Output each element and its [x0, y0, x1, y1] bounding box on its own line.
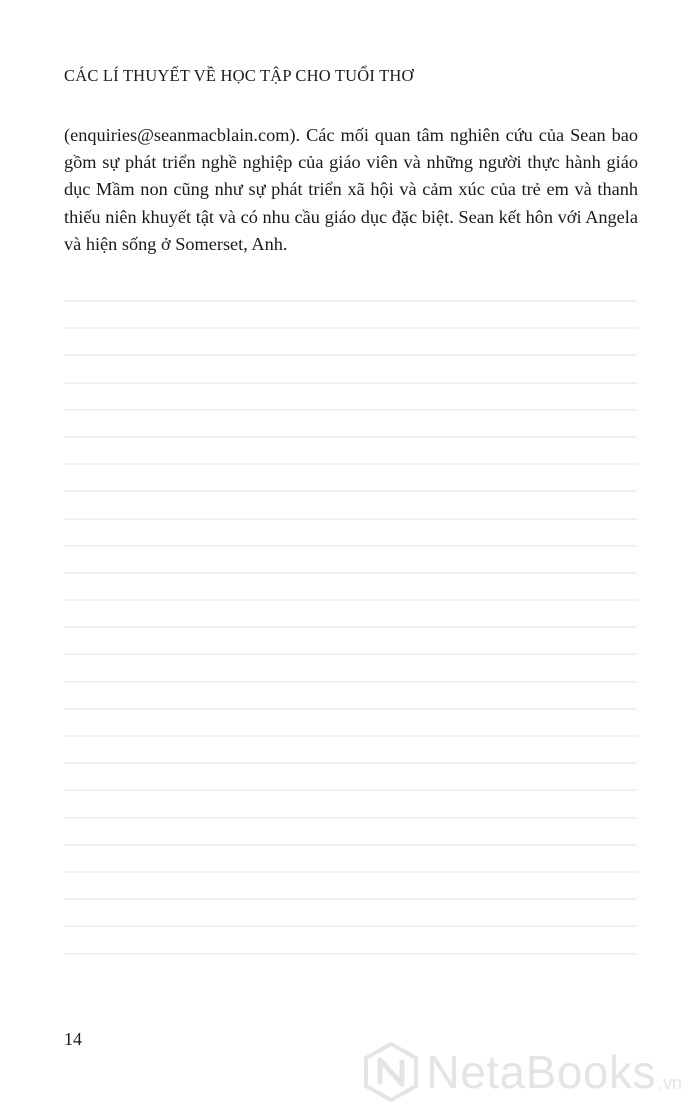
watermark-suffix: .vn [657, 1073, 682, 1093]
running-header: CÁC LÍ THUYẾT VỀ HỌC TẬP CHO TUỔI THƠ [64, 66, 414, 85]
watermark [364, 1042, 682, 1102]
show-through-texture [64, 300, 638, 1000]
watermark-brand: NetaBooks [426, 1046, 656, 1098]
page-number: 14 [64, 1029, 82, 1049]
body-paragraph: (enquiries@seanmacblain.com). Các mối quan tâm nghiên cứu của Sean bao gồm sự phát triển nghề nghiệp của giáo viên và những người thực hành giáo dục Mầm non cũng như sự phát triển xã hội và cảm xúc của trẻ em và thanh thiếu niên khuyết tật và có nhu cầu giáo dục đặc biệt. Sean kết hôn với Angela và hiện sống ở Somerset, Anh. [64, 125, 638, 254]
netabooks-logo-icon [364, 1042, 418, 1102]
